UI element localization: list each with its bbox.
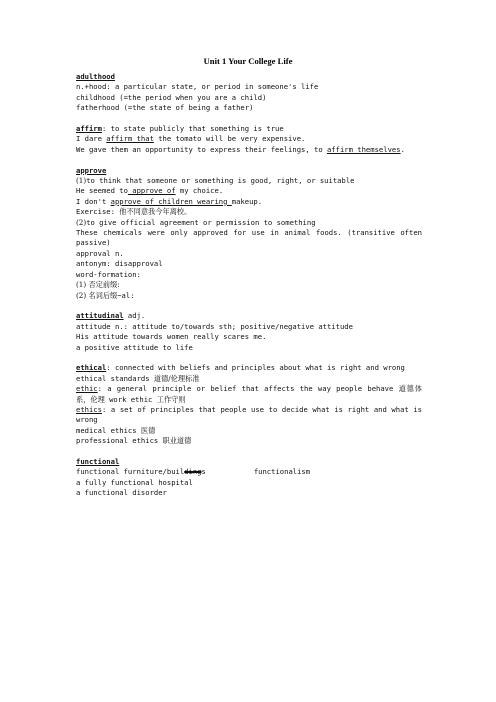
list-item bbox=[76, 280, 422, 290]
translation-text: 工作守则 bbox=[156, 394, 186, 404]
example-text: We gave them an opportunity to express their feelings, to bbox=[76, 144, 327, 154]
part-of-speech: adj. bbox=[123, 311, 146, 321]
definition-text: : a general principle or belief that affects the way people behave bbox=[97, 384, 399, 394]
entry-ethical-definition bbox=[76, 363, 422, 373]
entry-heading-affirm: affirm bbox=[76, 124, 102, 134]
example-text: He seemed to bbox=[76, 186, 128, 196]
example-text: . bbox=[400, 144, 405, 154]
phrase-text: professional ethics bbox=[76, 436, 163, 446]
page-title: Unit 1 Your College Life bbox=[203, 56, 293, 66]
list-item bbox=[76, 291, 422, 301]
entry-heading-functional: functional bbox=[76, 456, 120, 466]
phrase-text: medical ethics bbox=[76, 425, 141, 435]
underlined-phrase: affirm themselves bbox=[326, 144, 401, 154]
text-line bbox=[76, 374, 422, 384]
list-text: 否定前缀: bbox=[88, 280, 120, 290]
exercise-label: Exercise: bbox=[76, 207, 120, 217]
definition-text: : connected with beliefs and principles about what is right and wrong bbox=[106, 363, 405, 373]
text-line: childhood (=the period when you are a child) bbox=[76, 92, 267, 102]
underlined-term: ethics bbox=[76, 404, 102, 414]
list-text: 名词后缀 bbox=[88, 290, 118, 300]
example-line bbox=[76, 134, 422, 144]
text-line: attitude n.: attitude to/towards sth; positive/negative attitude bbox=[76, 321, 353, 331]
text-line bbox=[76, 467, 422, 477]
example-text: I dare bbox=[76, 134, 107, 144]
definition-line bbox=[76, 384, 422, 405]
example-text: the tomato will be very expensive. bbox=[153, 134, 306, 144]
entry-affirm-definition bbox=[76, 124, 422, 134]
definition-text: to give official agreement or permission to something bbox=[86, 217, 316, 227]
definition-text: to think that someone or something is good, right, or suitable bbox=[86, 176, 355, 186]
example-line bbox=[76, 145, 422, 155]
entry-attitudinal-line bbox=[76, 311, 422, 321]
text-line: antonym: disapproval bbox=[76, 259, 163, 269]
sense-line bbox=[76, 218, 422, 228]
entry-heading-attitudinal: attitudinal bbox=[76, 311, 124, 321]
text-line bbox=[76, 436, 422, 446]
sense-line bbox=[76, 176, 422, 186]
list-text: ~al: bbox=[117, 290, 135, 300]
example-line: a fully functional hospital bbox=[76, 477, 193, 487]
example-text: makeup. bbox=[231, 196, 263, 206]
phrase-text: ethical standards bbox=[76, 373, 154, 383]
example-line: His attitude towards women really scares me. bbox=[76, 332, 267, 342]
exercise-text: 他不同意我今年离校。 bbox=[119, 207, 192, 217]
document-body bbox=[76, 72, 422, 499]
underlined-phrase: affirm that bbox=[106, 134, 154, 144]
sense-number: (2) bbox=[76, 217, 87, 227]
text-line: n.+hood: a particular state, or period in someone's life bbox=[76, 82, 319, 92]
entry-heading-ethical: ethical bbox=[76, 363, 107, 373]
text-line: fatherhood (=the state of being a father) bbox=[76, 103, 254, 113]
example-line: a functional disorder bbox=[76, 488, 167, 498]
definition-text: : a set of principles that people use to decide what is right and what is wrong bbox=[76, 404, 422, 425]
text-line: word-formation: bbox=[76, 269, 141, 279]
underlined-phrase: approve of bbox=[127, 186, 176, 196]
example-line bbox=[76, 186, 422, 196]
example-text: my choice. bbox=[175, 186, 224, 196]
entry-heading-adulthood: adulthood bbox=[76, 72, 115, 81]
phrase-text: functional furniture/buil bbox=[76, 467, 185, 477]
phrase-text: work ethic bbox=[104, 394, 157, 404]
example-text: I don't bbox=[76, 196, 111, 206]
translation-text: 医德 bbox=[140, 425, 156, 435]
phrase-text: functionalism bbox=[253, 467, 311, 477]
list-number: (2) bbox=[76, 290, 89, 300]
example-line: These chemicals were only approved for use in animal foods. (transitive often passive) bbox=[76, 228, 422, 248]
entry-heading-approve: approve bbox=[76, 165, 107, 175]
definition-text: : to state publicly that something is true bbox=[101, 124, 284, 134]
sense-number: (1) bbox=[76, 176, 87, 186]
phrase-text: s bbox=[201, 467, 206, 477]
underlined-phrase: approve of children wearing bbox=[110, 196, 232, 206]
list-number: (1) bbox=[76, 280, 89, 290]
translation-text: 职业道德 bbox=[162, 436, 192, 446]
translation-text: 道德体系，伦理 bbox=[76, 384, 422, 404]
translation-text: 道德/伦理标准 bbox=[153, 373, 200, 383]
underlined-term: ethic bbox=[76, 384, 98, 394]
definition-line bbox=[76, 405, 422, 426]
example-line bbox=[76, 197, 422, 207]
text-line: approval n. bbox=[76, 248, 124, 258]
example-line: a positive attitude to life bbox=[76, 342, 193, 352]
exercise-line bbox=[76, 207, 422, 217]
text-line bbox=[76, 426, 422, 436]
struck-text: ding bbox=[184, 467, 202, 477]
